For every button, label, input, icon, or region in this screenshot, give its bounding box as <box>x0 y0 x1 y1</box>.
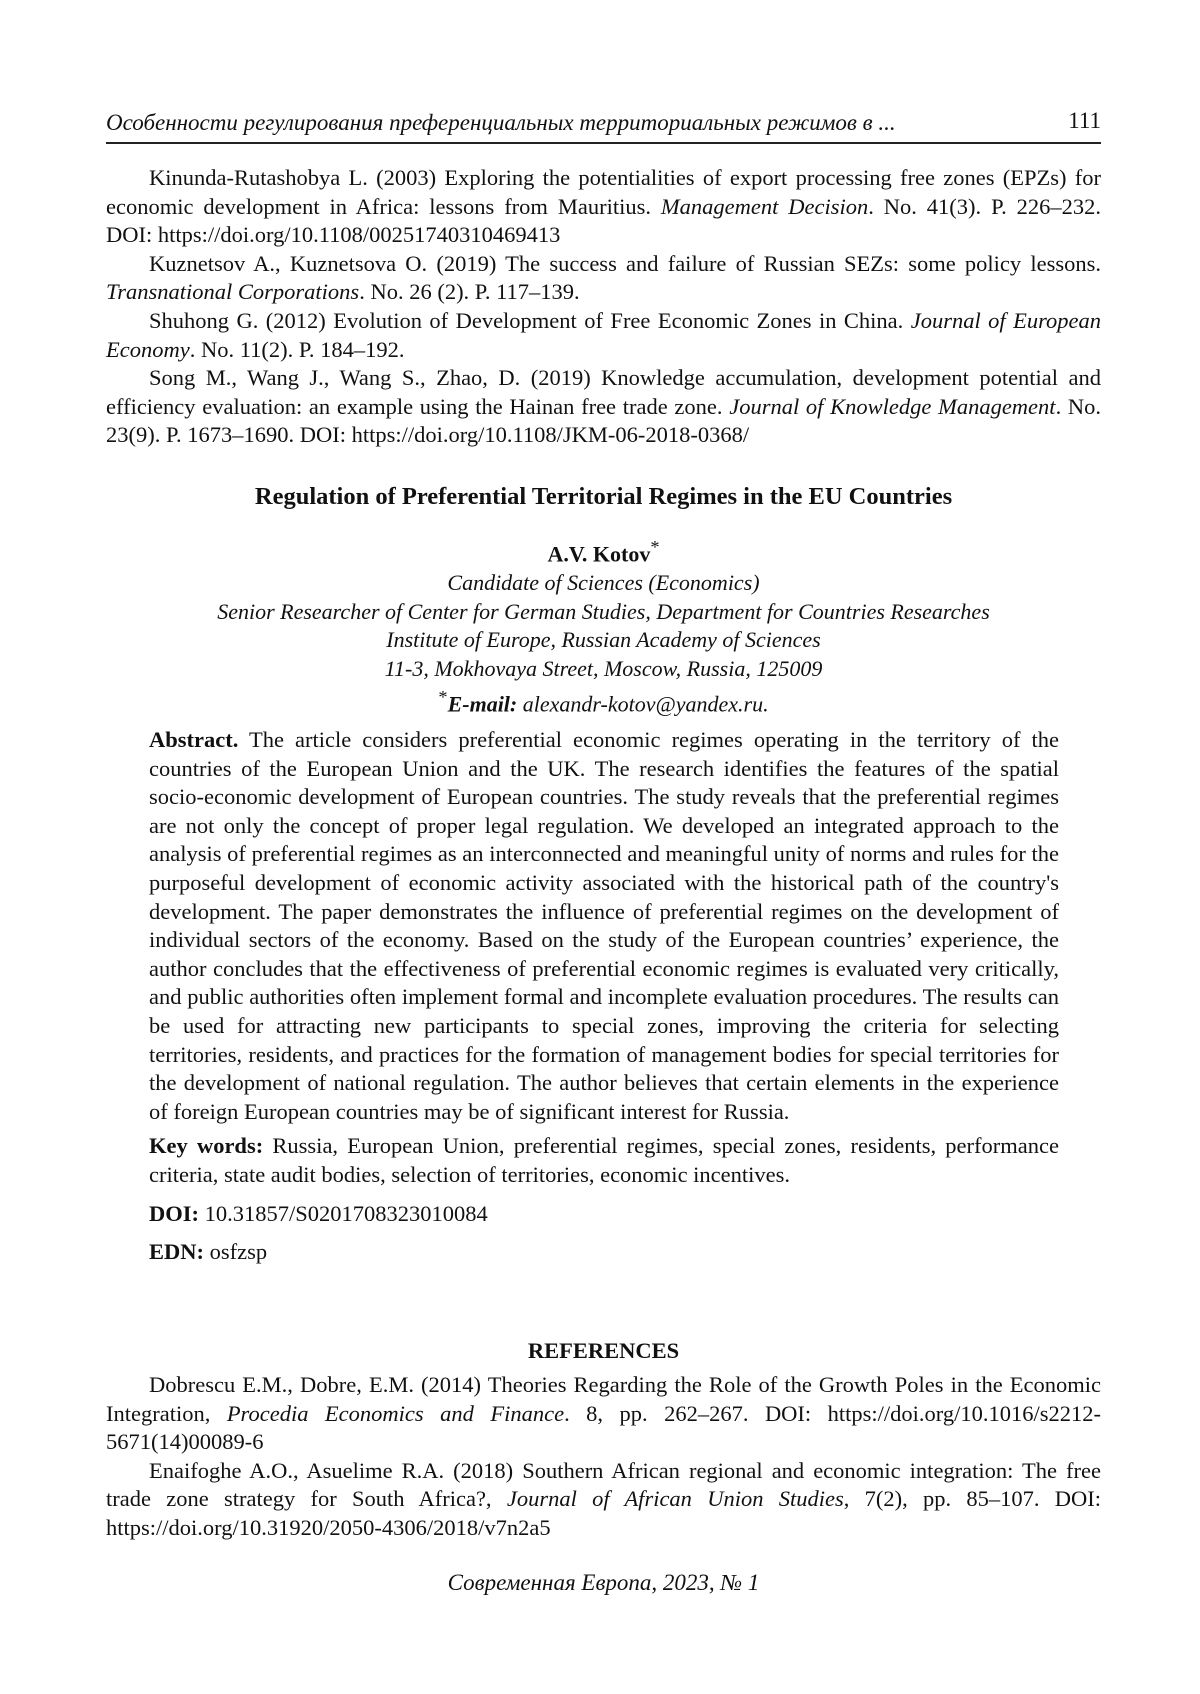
abstract <box>149 726 1059 1126</box>
reference-item: Dobrescu E.M., Dobre, E.M. (2014) Theories Regarding the Role of the Growth Poles in the Economic Integration, Procedia Economics and Finance. 8, pp. 262–267. DOI: https://doi.org/10.1016/s2212-5671(14)00089-6 <box>106 1372 1101 1455</box>
email-link[interactable]: alexandr-kotov@yandex.ru. <box>522 691 769 717</box>
references-heading: REFERENCES <box>527 1338 680 1363</box>
abstract-label: Abstract. <box>149 727 239 752</box>
page-footer: Современная Европа, 2023, № 1 <box>447 1570 760 1595</box>
reference-item: Song M., Wang J., Wang S., Zhao, D. (2019) Knowledge accumulation, development potential and efficiency evaluation: an example using the Hainan free trade zone. Journal of Knowledge Management. No. 23(9). P. 1673–1690. DOI: https://doi.org/10.1108/JKM-06-2018-0368/ <box>106 365 1102 448</box>
running-header <box>106 104 1101 144</box>
author-position: Senior Researcher of Center for German Studies, Department for Countries Researches <box>217 598 990 624</box>
reference-item: Kuznetsov A., Kuznetsova O. (2019) The success and failure of Russian SEZs: some policy lessons. Transnational Corporations. No. 26 (2). P. 117–139. <box>106 250 1101 305</box>
abstract-text: The article considers preferential economic regimes operating in the territory of the countries of the European Union and the UK. The research identifies the features of the spatial socio-economic development of European countries. The study reveals that the preferential regimes are not only the concept of proper legal regulation. We developed an integrated approach to the analysis of preferential regimes as an interconnected and meaningful unity of norms and rules for the purposeful development of economic activity associated with the historical path of the country's development. The paper demonstrates the influence of preferential regimes on the development of individual sectors of the economy. Based on the study of the European countries’ experience, the author concludes that the effectiveness of preferential economic regimes is evaluated very critically, and public authorities often implement formal and incomplete evaluation procedures. The results can be used for attracting new participants to special zones, improving the criteria for selecting territories, residents, and practices for the formation of management bodies for special territories for the development of national regulation. The author believes that certain elements in the experience of foreign European countries may be of significant interest for Russia. <box>149 727 1059 1124</box>
email-line <box>106 683 1101 719</box>
reference-item: Shuhong G. (2012) Evolution of Development of Free Economic Zones in China. Journal of European Economy. No. 11(2). P. 184–192. <box>106 307 1102 362</box>
edn-value: osfzsp <box>204 1239 268 1265</box>
running-title: Особенности регулирования преференциальных территориальных режимов в ... <box>106 110 896 135</box>
reference-item: Kinunda-Rutashobya L. (2003) Exploring the potentialities of export processing free zones (EPZs) for economic development in Africa: lessons from Mauritius. Management Decision. No. 41(3). P. 226–232. DOI: https://doi.org/10.1108/00251740310469413 <box>106 165 1101 248</box>
reference-journal: Management Decision <box>660 193 869 219</box>
reference-journal: Transnational Corporations <box>106 279 360 305</box>
references-bottom <box>106 1371 1101 1543</box>
email-label: E-mail: <box>447 691 518 717</box>
author-degree: Candidate of Sciences (Economics) <box>447 569 760 595</box>
keywords <box>149 1132 1059 1189</box>
reference-journal: Journal of European Economy <box>106 307 1102 362</box>
reference-item: Enaifoghe A.O., Asuelime R.A. (2018) Southern African regional and economic integration: The free trade zone strategy for South Africa?, Journal of African Union Studies, 7(2), pp. 85–107. DOI: https://doi.org/10.31920/2050-4306/2018/v7n2a5 <box>106 1457 1101 1540</box>
author-institute: Institute of Europe, Russian Academy of Sciences <box>386 627 821 653</box>
reference-journal: Journal of Knowledge Management <box>729 393 1056 419</box>
reference-journal: Procedia Economics and Finance <box>226 1400 565 1426</box>
references-top <box>106 164 1101 450</box>
keywords-text: Russia, European Union, preferential regimes, special zones, residents, performance criteria, state audit bodies, selection of territories, economic incentives. <box>149 1133 1059 1187</box>
doi-label: DOI: <box>149 1200 199 1226</box>
page-number: 111 <box>1068 108 1101 133</box>
abstract-block <box>149 726 1059 1267</box>
doi-value[interactable]: 10.31857/S0201708323010084 <box>199 1200 488 1226</box>
edn-label: EDN: <box>149 1239 204 1265</box>
author-address: 11-3, Mokhovaya Street, Moscow, Russia, 125009 <box>384 655 823 681</box>
author-block <box>106 533 1101 719</box>
article-title: Regulation of Preferential Territorial Regimes in the EU Countries <box>254 483 953 510</box>
edn-line <box>149 1238 1059 1267</box>
keywords-label: Key words: <box>149 1133 264 1159</box>
author-line <box>106 533 1101 569</box>
author-name: A.V. Kotov <box>547 541 651 567</box>
doi-line <box>149 1200 1059 1229</box>
reference-journal: Journal of African Union Studies <box>506 1486 844 1512</box>
email-mark: * <box>438 687 448 708</box>
author-mark: * <box>650 537 660 557</box>
